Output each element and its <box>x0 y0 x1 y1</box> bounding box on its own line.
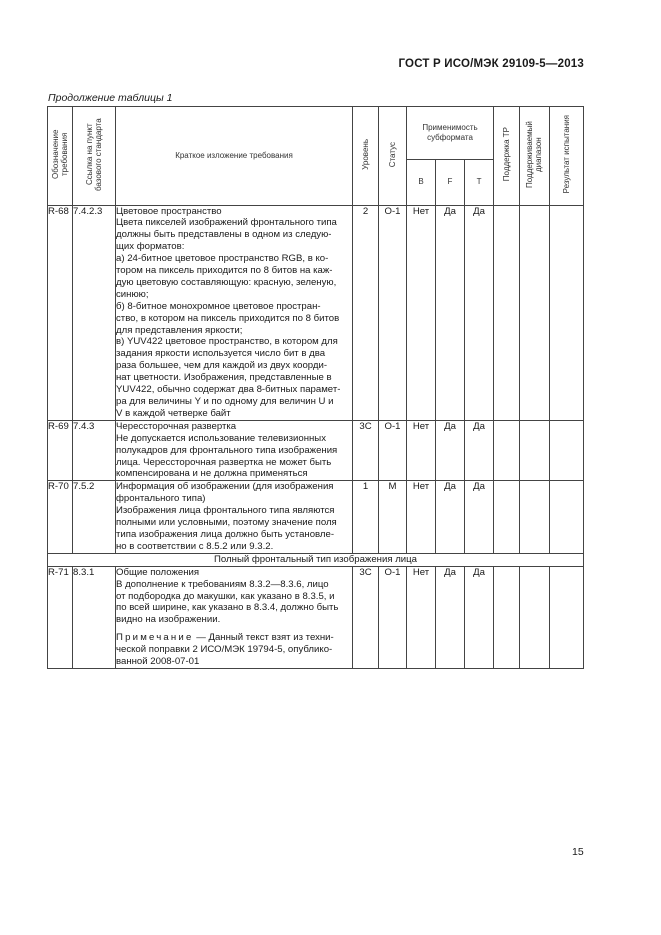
tp-support-cell <box>494 566 520 668</box>
status-value: М <box>379 481 407 553</box>
sub-t-value: Да <box>465 205 494 420</box>
col-supported-range: Поддерживаемый диапазон <box>520 107 550 206</box>
col-status: Статус <box>379 107 407 206</box>
supported-range-cell <box>520 205 550 420</box>
base-ref: 8.3.1 <box>73 566 116 668</box>
requirement-id: R-68 <box>48 205 73 420</box>
tp-support-cell <box>494 420 520 481</box>
supported-range-cell <box>520 566 550 668</box>
col-sub-t: T <box>465 159 494 205</box>
level-value: 3С <box>353 566 379 668</box>
requirement-summary: Цветовое пространство Цвета пикселей изображений фронтального типа должны быть представлены в одном из следую- щих форматов: а) 24-битное цветовое пространство RGB, в ко- тором на пиксель приходится по 8 битов на каж- дую цветовую составляющую: красную, зеленую, синюю; б) 8-битное монохромное цветовое простран- ство, в котором на пиксель приходится по 8 битов для представления яркости; в) YUV422 цветовое пространство, в котором для задания яркости используется число бит в два раза большее, чем для каждой из двух коорди- нат цветности. Изображения, представленные в YUV422, обычно содержат два 8-битных парамет- ра для величины Y и по одному для величин U и V в каждой четверке байт <box>116 205 353 420</box>
requirement-summary: Общие положения В дополнение к требованиям 8.3.2—8.3.6, лицо от подбородка до макушки, как указано в 8.3.5, и по всей ширине, как указано в 8.3.4, должно быть видно на изображении. Примечание — Данный текст взят из техни- ческой поправки 2 ИСО/МЭК 19794-5, опублико- ванной 2008-07-01 <box>116 566 353 668</box>
note: Примечание — Данный текст взят из техни- ческой поправки 2 ИСО/МЭК 19794-5, опублико- ванной 2008-07-01 <box>116 632 334 668</box>
table-row <box>48 420 584 481</box>
base-ref: 7.4.3 <box>73 420 116 481</box>
col-applicability: Применимость субформата <box>407 107 494 160</box>
sub-f-value: Да <box>436 205 465 420</box>
page-number: 15 <box>572 846 584 858</box>
col-test-result: Результат испытания <box>550 107 584 206</box>
supported-range-cell <box>520 481 550 553</box>
level-value: 2 <box>353 205 379 420</box>
requirement-id: R-71 <box>48 566 73 668</box>
summary-title: Общие положения <box>116 566 200 578</box>
requirement-id: R-70 <box>48 481 73 553</box>
section-title: Полный фронтальный тип изображения лица <box>48 553 584 566</box>
sub-f-value: Да <box>436 566 465 668</box>
summary-title: Черессторочная развертка <box>116 420 237 432</box>
tp-support-cell <box>494 481 520 553</box>
test-result-cell <box>550 566 584 668</box>
col-summary: Краткое изложение требования <box>116 107 353 206</box>
requirements-table <box>47 106 584 669</box>
level-value: 3С <box>353 420 379 481</box>
base-ref: 7.4.2.3 <box>73 205 116 420</box>
requirement-id: R-69 <box>48 420 73 481</box>
supported-range-cell <box>520 420 550 481</box>
table-row <box>48 205 584 420</box>
sub-b-value: Нет <box>407 205 436 420</box>
summary-title: Информация об изображении (для изображения <box>116 481 334 493</box>
status-value: О-1 <box>379 420 407 481</box>
sub-t-value: Да <box>465 420 494 481</box>
table-row <box>48 566 584 668</box>
col-sub-b: B <box>407 159 436 205</box>
sub-t-value: Да <box>465 481 494 553</box>
test-result-cell <box>550 481 584 553</box>
col-level: Уровень <box>353 107 379 206</box>
sub-f-value: Да <box>436 420 465 481</box>
col-sub-f: F <box>436 159 465 205</box>
sub-f-value: Да <box>436 481 465 553</box>
section-row <box>48 553 584 566</box>
document-header: ГОСТ Р ИСО/МЭК 29109-5—2013 <box>398 58 584 70</box>
sub-b-value: Нет <box>407 566 436 668</box>
status-value: О-1 <box>379 205 407 420</box>
col-requirement-id: Обозначение требования <box>48 107 73 206</box>
table-caption: Продолжение таблицы 1 <box>48 92 173 104</box>
test-result-cell <box>550 205 584 420</box>
base-ref: 7.5.2 <box>73 481 116 553</box>
sub-b-value: Нет <box>407 420 436 481</box>
table-row <box>48 481 584 553</box>
note-label: Примечание <box>116 632 194 644</box>
sub-t-value: Да <box>465 566 494 668</box>
status-value: О-1 <box>379 566 407 668</box>
test-result-cell <box>550 420 584 481</box>
requirement-summary: Информация об изображении (для изображения фронтального типа) Изображения лица фронтального типа являются полными или условными, поэтому значение поля типа изображения лица должно быть установле- но в соответствии с 8.5.2 или 9.3.2. <box>116 481 353 553</box>
col-base-ref: Ссылка на пункт базового стандарта <box>73 107 116 206</box>
summary-title: Цветовое пространство <box>116 205 222 217</box>
level-value: 1 <box>353 481 379 553</box>
sub-b-value: Нет <box>407 481 436 553</box>
tp-support-cell <box>494 205 520 420</box>
col-tp-support: Поддержка ТР <box>494 107 520 206</box>
requirement-summary: Черессторочная развертка Не допускается использование телевизионных полукадров для фронтального типа изображения лица. Черессторочная развертка не может быть компенсирована и не должна применяться <box>116 420 353 481</box>
